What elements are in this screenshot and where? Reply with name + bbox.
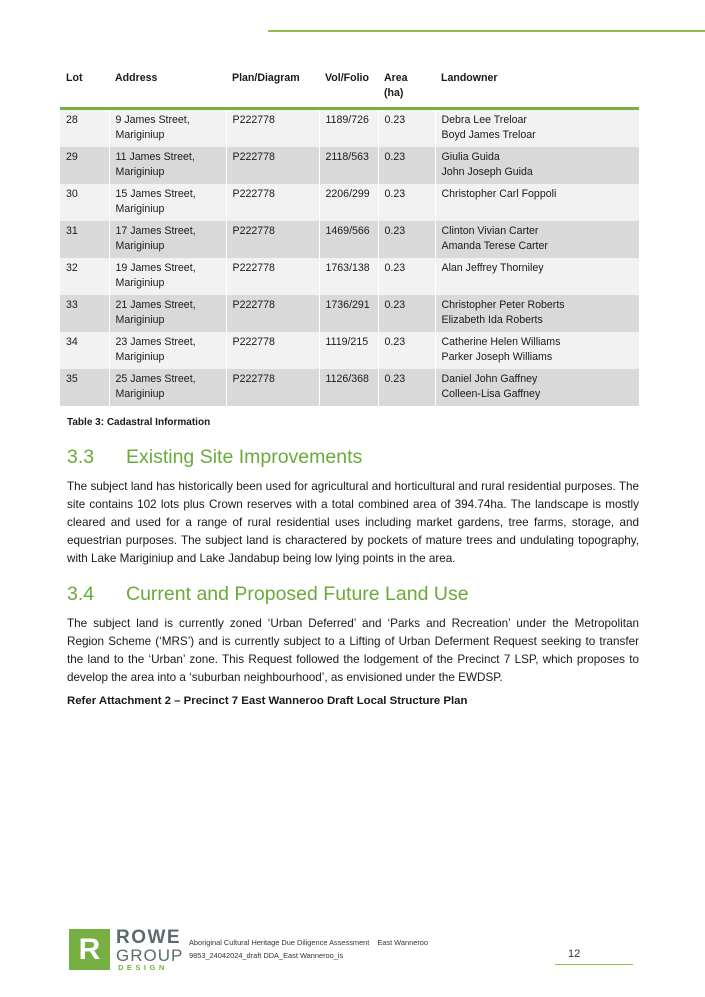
cell-address: 19 James Street, Mariginiup bbox=[109, 258, 226, 295]
header-vol-folio: Vol/Folio bbox=[325, 72, 369, 84]
rowe-group-logo bbox=[69, 929, 182, 971]
cell-landowner: Catherine Helen Williams Parker Joseph Williams bbox=[435, 332, 639, 369]
cell-lot: 35 bbox=[60, 369, 109, 406]
cell-address: 9 James Street, Mariginiup bbox=[109, 109, 226, 148]
cell-lot: 28 bbox=[60, 109, 109, 148]
table-caption: Table 3: Cadastral Information bbox=[67, 417, 211, 428]
cell-plan: P222778 bbox=[226, 258, 319, 295]
header-area: Area (ha) bbox=[384, 72, 408, 99]
table-row bbox=[60, 369, 639, 406]
cell-address: 21 James Street, Mariginiup bbox=[109, 295, 226, 332]
section-heading-3-3 bbox=[67, 446, 362, 469]
table-row bbox=[60, 258, 639, 295]
cell-vol-folio: 2118/563 bbox=[319, 147, 378, 184]
header-plan: Plan/Diagram bbox=[232, 72, 300, 84]
logo-mark-icon: R bbox=[69, 929, 110, 970]
cell-landowner: Christopher Carl Foppoli bbox=[435, 184, 639, 221]
cell-vol-folio: 2206/299 bbox=[319, 184, 378, 221]
cell-landowner: Clinton Vivian Carter Amanda Terese Carter bbox=[435, 221, 639, 258]
cell-lot: 34 bbox=[60, 332, 109, 369]
table-row bbox=[60, 332, 639, 369]
footer-document-ref: 9853_24042024_draft DDA_East Wanneroo_is bbox=[189, 951, 344, 960]
cell-plan: P222778 bbox=[226, 184, 319, 221]
cell-lot: 33 bbox=[60, 295, 109, 332]
table-row bbox=[60, 184, 639, 221]
table-row bbox=[60, 221, 639, 258]
cell-plan: P222778 bbox=[226, 369, 319, 406]
cell-area: 0.23 bbox=[378, 369, 435, 406]
cell-address: 15 James Street, Mariginiup bbox=[109, 184, 226, 221]
cell-lot: 31 bbox=[60, 221, 109, 258]
cell-landowner: Debra Lee Treloar Boyd James Treloar bbox=[435, 109, 639, 148]
cell-address: 23 James Street, Mariginiup bbox=[109, 332, 226, 369]
cell-lot: 30 bbox=[60, 184, 109, 221]
table-row bbox=[60, 295, 639, 332]
footer-document-title: Aboriginal Cultural Heritage Due Diligence Assessment East Wanneroo bbox=[189, 938, 429, 947]
cell-plan: P222778 bbox=[226, 332, 319, 369]
table-row bbox=[60, 109, 639, 148]
cell-vol-folio: 1469/566 bbox=[319, 221, 378, 258]
cell-vol-folio: 1189/726 bbox=[319, 109, 378, 148]
section-title: Existing Site Improvements bbox=[126, 446, 363, 468]
page-number: 12 bbox=[568, 948, 581, 960]
cell-plan: P222778 bbox=[226, 109, 319, 148]
header-lot: Lot bbox=[66, 72, 83, 84]
cell-address: 11 James Street, Mariginiup bbox=[109, 147, 226, 184]
table-row bbox=[60, 147, 639, 184]
attachment-reference: Refer Attachment 2 – Precinct 7 East Wanneroo Draft Local Structure Plan bbox=[67, 695, 468, 707]
section-number: 3.4 bbox=[67, 583, 95, 605]
cell-area: 0.23 bbox=[378, 258, 435, 295]
section-heading-3-4 bbox=[67, 583, 469, 606]
cell-area: 0.23 bbox=[378, 109, 435, 148]
cell-area: 0.23 bbox=[378, 184, 435, 221]
cell-lot: 32 bbox=[60, 258, 109, 295]
cell-area: 0.23 bbox=[378, 221, 435, 258]
cell-vol-folio: 1763/138 bbox=[319, 258, 378, 295]
header-rule bbox=[268, 30, 705, 32]
cell-address: 17 James Street, Mariginiup bbox=[109, 221, 226, 258]
logo-group-text: GROUP bbox=[116, 946, 184, 965]
cell-vol-folio: 1126/368 bbox=[319, 369, 378, 406]
cell-address: 25 James Street, Mariginiup bbox=[109, 369, 226, 406]
logo-rowe-text: ROWE bbox=[116, 927, 182, 948]
cell-landowner: Daniel John Gaffney Colleen-Lisa Gaffney bbox=[435, 369, 639, 406]
cell-area: 0.23 bbox=[378, 332, 435, 369]
cell-plan: P222778 bbox=[226, 147, 319, 184]
footer-location: East Wanneroo bbox=[377, 938, 429, 947]
cell-landowner: Giulia Guida John Joseph Guida bbox=[435, 147, 639, 184]
cell-landowner: Alan Jeffrey Thorniley bbox=[435, 258, 639, 295]
section-title: Current and Proposed Future Land Use bbox=[126, 583, 469, 605]
section-number: 3.3 bbox=[67, 446, 95, 468]
cell-lot: 29 bbox=[60, 147, 109, 184]
cadastral-table bbox=[60, 66, 639, 406]
cell-vol-folio: 1119/215 bbox=[319, 332, 378, 369]
header-address: Address bbox=[115, 72, 158, 84]
cell-plan: P222778 bbox=[226, 295, 319, 332]
cell-vol-folio: 1736/291 bbox=[319, 295, 378, 332]
header-landowner: Landowner bbox=[441, 72, 498, 84]
cell-area: 0.23 bbox=[378, 295, 435, 332]
table-header-row bbox=[60, 66, 639, 109]
section-3-3-body: The subject land has historically been used for agricultural and horticultural and rural residential purposes. The site contains 102 lots plus Crown reserves with a total combined area of 394.74ha. The landscape is mostly cleared and used for a range of rural residential uses including market gardens, tree farms, storage, and equestrian purposes. The subject land is charactered by pockets of mature trees and undulating topography, with Lake Mariginiup and Lake Jandabup being low lying points in the area. bbox=[67, 480, 639, 565]
cell-area: 0.23 bbox=[378, 147, 435, 184]
page-number-rule bbox=[555, 964, 633, 965]
cell-plan: P222778 bbox=[226, 221, 319, 258]
section-3-4-body: The subject land is currently zoned ‘Urban Deferred’ and ‘Parks and Recreation’ under the Metropolitan Region Scheme (‘MRS’) and is currently subject to a Lifting of Urban Deferment Request seeking to transfer the land to the ‘Urban’ zone. This Request followed the lodgement of the Precinct 7 LSP, which proposes to develop the area into a ‘suburban neighbourhood’, as envisioned under the EWDSP. bbox=[67, 617, 639, 684]
logo-design-text: DESIGN bbox=[118, 963, 168, 972]
cell-landowner: Christopher Peter Roberts Elizabeth Ida Roberts bbox=[435, 295, 639, 332]
